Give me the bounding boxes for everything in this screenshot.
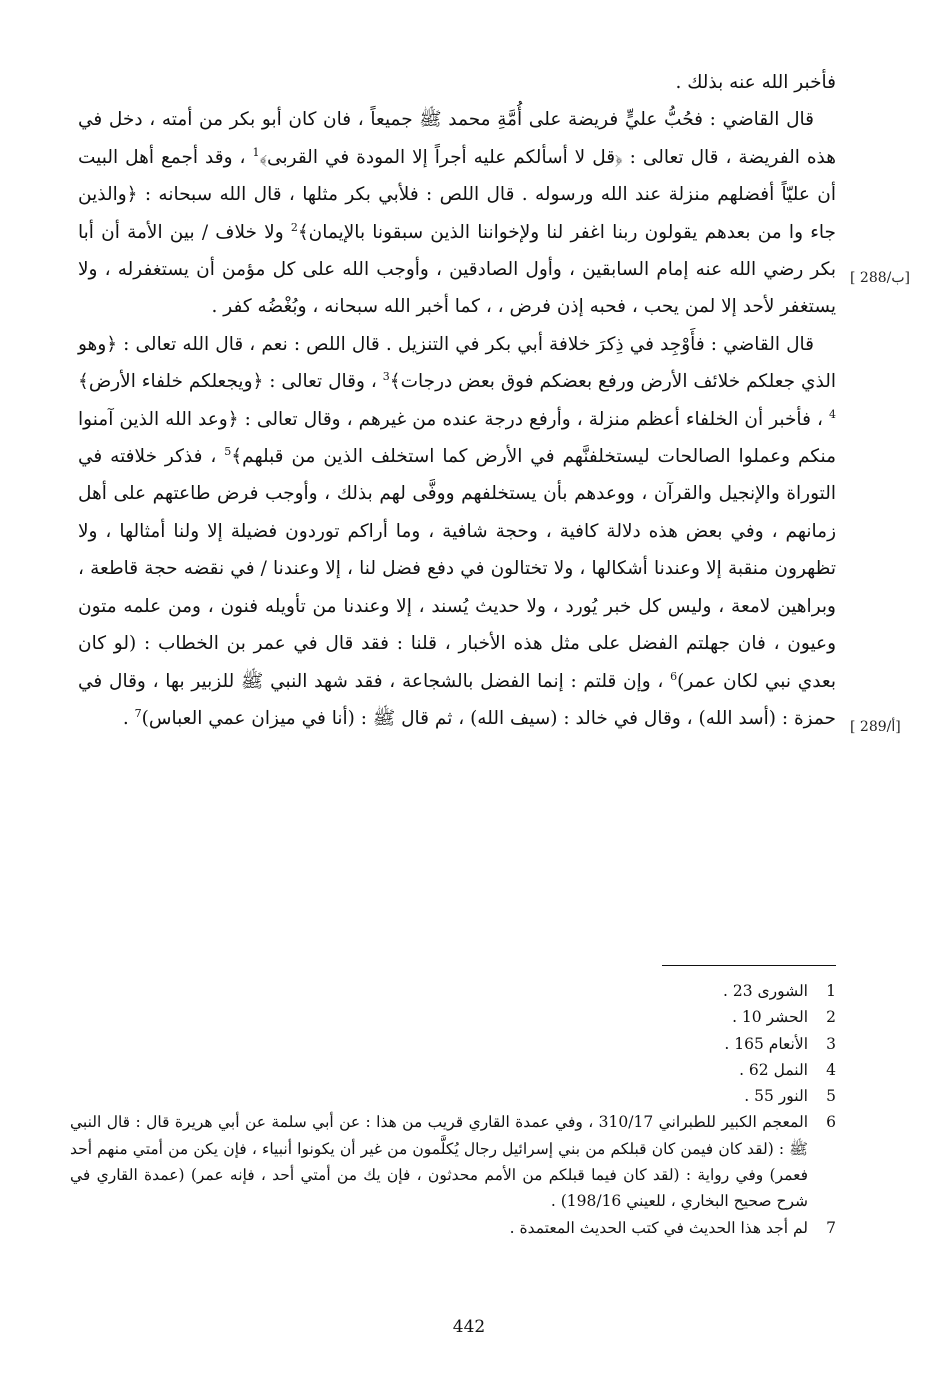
footnote-4 (70, 1057, 836, 1083)
margin-note-folio-289a: [ 289/أ] (850, 719, 901, 735)
footnote-text: النمل 62 . (739, 1060, 808, 1079)
footnote-5 (70, 1083, 836, 1109)
paragraph-2-text-a: قال القاضي : فحُبُّ عليٍّ فريضة على أُمَّةِ محمد ﷺ جميعاً ، فان كان أبو بكر من أمته ، دخل في هذه الفريضة ، قال تعالى : ﴿قل لا أسألكم عليه أجراً إلا المودة في القربى﴾ (78, 109, 836, 168)
footnote-text: الشورى 23 . (722, 982, 808, 1000)
footnote-ref-4: 4 (829, 407, 836, 421)
paragraph-3-text-b: ، وقال تعالى : ﴿ويجعلكم خلفاء الأرض﴾ (78, 371, 383, 393)
footnote-number: 3 (826, 1034, 836, 1053)
footnote-3 (70, 1031, 836, 1057)
footnote-ref-5: 5 (224, 444, 232, 458)
footnote-ref-3: 3 (382, 370, 390, 384)
footnote-number: 6 (826, 1113, 836, 1132)
footnote-number: 5 (826, 1087, 836, 1106)
footnote-ref-1: 1 (252, 145, 260, 159)
paragraph-2-text-c: ولا خلاف / بين الأمة أن أبا بكر رضي الله عنه إمام السابقين ، وأول الصادقين ، وأوجب الله على كل مؤمن أن يستغفرله ، ولا يستغفر لأحد إلا لمن يحب ، فحبه إذن فرض ، ، كما أخبر الله سبحانه ، وبُغْضُه كفر . (78, 221, 836, 318)
paragraph-3-text-f: . (122, 707, 135, 729)
footnote-6 (70, 1109, 836, 1214)
main-text (78, 64, 836, 737)
paragraph-2-text-b: ، وقد أجمع أهل البيت أن عليّاً أفضلهم منزلة عند الله ورسوله . قال اللص : فلأبي بكر مثلها ، قال الله سبحانه : ﴿والذين جاء وا من بعدهم يقولون ربنا اغفر لنا ولإخواننا الذين سبقونا بالإيمان﴾ (78, 146, 836, 243)
footnote-1 (70, 978, 836, 1004)
footnote-ref-7: 7 (134, 706, 142, 720)
footnote-number: 2 (826, 1008, 836, 1027)
margin-note-folio-288b: [ 288/ب] (850, 270, 911, 286)
footnotes (70, 978, 836, 1241)
footnote-number: 4 (826, 1060, 836, 1079)
footnote-2 (70, 1004, 836, 1030)
footnote-text: لم أجد هذا الحديث في كتب الحديث المعتمدة . (509, 1218, 808, 1237)
footnote-ref-6: 6 (670, 669, 678, 683)
footnote-7 (70, 1215, 836, 1241)
paragraph-3 (78, 326, 836, 737)
paragraph-3-text-c: ، فأخبر أن الخلفاء أعظم منزلة ، وأرفع درجة عنده من غيرهم ، وقال تعالى : ﴿وعد الله الذين آمنوا منكم وعملوا الصالحات ليستخلفنَّهم في الأرض كما استخلف الذين من قبلهم﴾ (78, 408, 836, 468)
footnote-ref-2: 2 (290, 220, 298, 234)
paragraph-2 (78, 101, 836, 325)
paragraph-1-text: فأخبر الله عنه بذلك . (675, 72, 836, 93)
footnote-number: 1 (826, 982, 836, 1000)
footnote-text: النور 55 . (744, 1087, 808, 1106)
paragraph-3-text-d: ، فذكر خلافته في التوراة والإنجيل والقرآن ، ووعدهم بأن يستخلفهم ووفَّى لهم بذلك ، وأوجب فرض طاعتهم على أهل زمانهم ، وفي بعض هذه دلالة كافية ، وحجة شافية ، وما أراكم توردون فضيلة إلا ولنا أمثالها ، ولا تظهرون منقبة إلا وعندنا أشكالها ، ولا تختالون في دفع فضل لنا ، إلا وعندنا / في نقضه حجة قاطعة ، وبراهين لامعة ، وليس كل خبر يُورد ، ولا حديث يُسند ، إلا وعندنا من تأويله فنون ، ومن علمه متون وعيون ، فان جهلتم الفضل على مثل هذه الأخبار ، قلنا : فقد قال في عمر بن الخطاب : (لو كان بعدي نبي لكان عمر) (78, 446, 836, 692)
paragraph-3-text-e: ، وإن قلتم : إنما الفضل بالشجاعة ، فقد شهد النبي ﷺ للزبير بها ، وقال في حمزة : (أسد الله) ، وقال في خالد : (سيف الله) ، ثم قال ﷺ : (أنا في ميزان عمي العباس) (78, 670, 836, 729)
footnote-text: الأنعام 165 . (724, 1034, 808, 1053)
footnote-separator (662, 965, 836, 966)
paragraph-3-text-a: قال القاضي : فأَوْجِد في ذِكرَ خلافة أبي بكر في التنزيل . قال اللص : نعم ، قال الله تعالى : ﴿وهو الذي جعلكم خلائف الأرض ورفع بعضكم فوق بعض درجات﴾ (78, 333, 836, 393)
paragraph-1 (78, 64, 836, 101)
footnote-text: الحشر 10 . (732, 1008, 808, 1027)
page-number: 442 (452, 1317, 486, 1337)
footnote-number: 7 (826, 1218, 836, 1237)
footnote-text: المعجم الكبير للطبراني 310/17 ، وفي عمدة القاري قريب من هذا : عن أبي سلمة عن أبي هريرة قال : قال النبي ﷺ : (لقد كان فيمن كان قبلكم من بني إسرائيل رجال يُكلَّمون من غير أن يكونوا أنبياء ، فإن يكن من أمتي منهم أحد فعمر) وفي رواية : (لقد كان فيما قبلكم من الأمم محدثون ، فإن يك من أمتي أحد ، فإنه عمر) (عمدة القاري في شرح صحيح البخاري ، للعيني 198/16) . (70, 1113, 808, 1211)
